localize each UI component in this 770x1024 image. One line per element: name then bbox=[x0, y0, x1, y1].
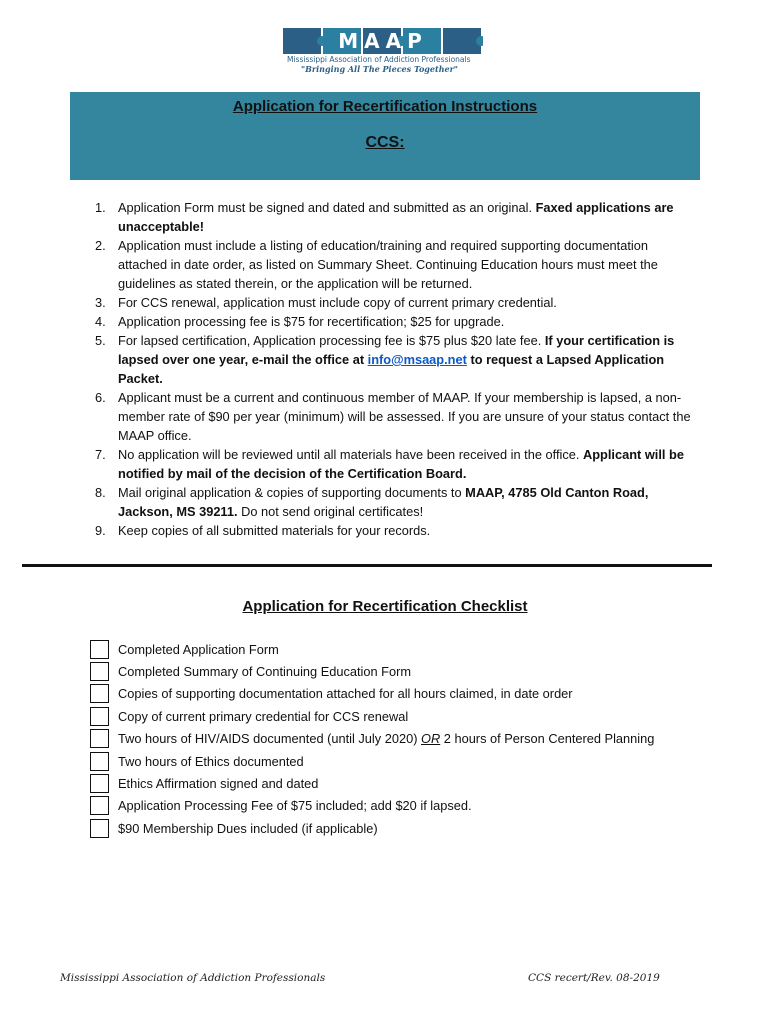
instruction-number: 1. bbox=[95, 200, 106, 215]
instruction-text: Application processing fee is $75 for recertification; $25 for upgrade. bbox=[118, 314, 505, 329]
checklist-item-label: Copies of supporting documentation attached for all hours claimed, in date order bbox=[118, 686, 573, 702]
page-title: Application for Recertification Instructions bbox=[232, 98, 538, 115]
instruction-text: Mail original application & copies of supporting documents to MAAP, 4785 Old Canton Road, Jackson, MS 39211. Do not send original certificates! bbox=[118, 485, 649, 519]
instruction-text: Application Form must be signed and dated and submitted as an original. Faxed applications are unacceptable! bbox=[118, 200, 674, 234]
instruction-number: 7. bbox=[95, 447, 106, 462]
instruction-item bbox=[95, 236, 695, 293]
logo-org-name: Mississippi Association of Addiction Professionals bbox=[287, 55, 471, 64]
footer-org-name: Mississippi Association of Addiction Professionals bbox=[60, 972, 326, 984]
instruction-text: Applicant must be a current and continuous member of MAAP. If your membership is lapsed, a non-member rate of $90 per year (minimum) will be assessed. If you are unsure of your status contact the MAAP office. bbox=[118, 390, 691, 443]
checklist-item-label: Two hours of HIV/AIDS documented (until July 2020) OR 2 hours of Person Centered Planning bbox=[118, 731, 655, 747]
email-link[interactable]: info@msaap.net bbox=[367, 352, 467, 367]
checklist-item bbox=[90, 750, 710, 772]
instruction-item bbox=[95, 293, 695, 312]
instruction-number: 6. bbox=[95, 390, 106, 405]
instruction-text: No application will be reviewed until all materials have been received in the office. Applicant will be notified by mail of the decision of the Certification Board. bbox=[118, 447, 684, 481]
instruction-text: For lapsed certification, Application processing fee is $75 plus $20 late fee. If your certification is lapsed over one year, e-mail the office at info@msaap.net to request a Lapsed Application Packet. bbox=[118, 333, 675, 386]
instruction-item bbox=[95, 312, 695, 331]
checklist-item bbox=[90, 660, 710, 682]
instruction-number: 2. bbox=[95, 238, 106, 253]
instruction-number: 3. bbox=[95, 295, 106, 310]
instruction-text: Application must include a listing of education/training and required supporting documentation attached in date order, as listed on Summary Sheet. Continuing Education hours must meet the guidelines as stated therein, or the application will be returned. bbox=[118, 238, 658, 291]
logo-wordmark-block bbox=[283, 28, 483, 54]
checklist-item bbox=[90, 728, 710, 750]
checkbox[interactable] bbox=[90, 640, 109, 659]
instruction-text: Keep copies of all submitted materials for your records. bbox=[118, 523, 431, 538]
instruction-item bbox=[95, 445, 695, 483]
instruction-item bbox=[95, 521, 695, 540]
credential-label: CCS: bbox=[365, 134, 405, 151]
checklist-item bbox=[90, 817, 710, 839]
checklist-item-label: Two hours of Ethics documented bbox=[118, 753, 304, 769]
instruction-item bbox=[95, 198, 695, 236]
header-band bbox=[70, 92, 700, 180]
checklist-item-label: Ethics Affirmation signed and dated bbox=[118, 776, 319, 792]
checkbox[interactable] bbox=[90, 707, 109, 726]
instruction-item bbox=[95, 388, 695, 445]
checkbox[interactable] bbox=[90, 796, 109, 815]
checklist bbox=[90, 638, 710, 840]
checklist-item-label: Copy of current primary credential for CCS renewal bbox=[118, 708, 409, 724]
checklist-item bbox=[90, 638, 710, 660]
instruction-item bbox=[95, 331, 695, 388]
instruction-text: For CCS renewal, application must include copy of current primary credential. bbox=[118, 295, 557, 310]
instructions-list bbox=[95, 198, 695, 540]
checklist-item bbox=[90, 705, 710, 727]
checklist-item-label: $90 Membership Dues included (if applicable) bbox=[118, 820, 378, 836]
instruction-number: 4. bbox=[95, 314, 106, 329]
checkbox[interactable] bbox=[90, 752, 109, 771]
instruction-number: 8. bbox=[95, 485, 106, 500]
checkbox[interactable] bbox=[90, 662, 109, 681]
footer-revision: CCS recert/Rev. 08-2019 bbox=[528, 972, 660, 984]
checkbox[interactable] bbox=[90, 819, 109, 838]
checklist-item bbox=[90, 795, 710, 817]
checklist-item bbox=[90, 683, 710, 705]
checklist-item-label: Completed Summary of Continuing Education Form bbox=[118, 664, 412, 680]
checkbox[interactable] bbox=[90, 774, 109, 793]
maap-logo bbox=[283, 28, 493, 74]
instruction-number: 5. bbox=[95, 333, 106, 348]
checklist-title: Application for Recertification Checklist bbox=[242, 598, 528, 615]
section-divider bbox=[22, 564, 712, 567]
checkbox[interactable] bbox=[90, 684, 109, 703]
instruction-item bbox=[95, 483, 695, 521]
checkbox[interactable] bbox=[90, 729, 109, 748]
instruction-number: 9. bbox=[95, 523, 106, 538]
checklist-item bbox=[90, 772, 710, 794]
logo-tagline: "Bringing All The Pieces Together" bbox=[301, 64, 458, 74]
logo-wordmark: MAAP bbox=[338, 29, 428, 53]
checklist-item-label: Completed Application Form bbox=[118, 641, 279, 657]
checklist-item-label: Application Processing Fee of $75 included; add $20 if lapsed. bbox=[118, 798, 472, 814]
